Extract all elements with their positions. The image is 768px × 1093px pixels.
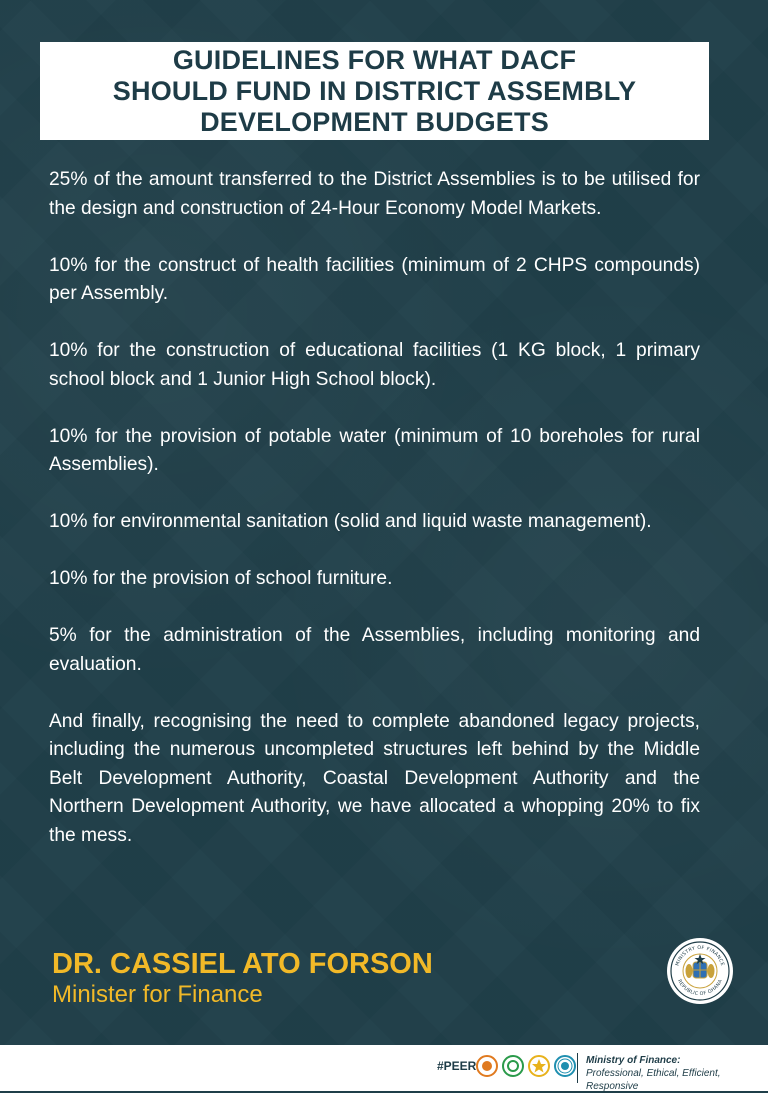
footer: [0, 1045, 768, 1091]
paragraph-model-markets: 25% of the amount transferred to the District Assemblies is to be utilised for the design and construction of 24-Hour Economy Model Markets.: [49, 169, 700, 219]
peer-hashtag: #PEER: [437, 1059, 477, 1073]
signature-role: Minister for Finance: [52, 981, 263, 1008]
footer-divider: [577, 1053, 578, 1083]
title-line-3: DEVELOPMENT BUDGETS: [200, 106, 549, 137]
paragraph-school-furniture: 10% for the provision of school furniture.: [49, 568, 393, 589]
paragraph-educational-facilities: 10% for the construction of educational facilities (1 KG block, 1 primary school block and 1 Junior High School block).: [49, 340, 700, 390]
peer-professional-icon: [476, 1055, 498, 1077]
signature: [52, 948, 433, 1010]
peer-ethical-icon: [502, 1055, 524, 1077]
peer-efficient-icon: [528, 1055, 550, 1077]
ministry-values: Professional, Ethical, Efficient, Responsive: [586, 1068, 721, 1092]
ministry-tagline: [586, 1054, 766, 1093]
paragraph-sanitation: 10% for environmental sanitation (solid and liquid waste management).: [49, 511, 652, 532]
ghana-coat-of-arms-seal-icon: [667, 938, 733, 1004]
peer-icons: [476, 1055, 576, 1077]
svg-text:MINISTRY OF FINANCE: MINISTRY OF FINANCE: [675, 945, 725, 967]
body-text: [49, 166, 700, 850]
peer-responsive-icon: [554, 1055, 576, 1077]
signature-name: DR. CASSIEL ATO FORSON: [52, 948, 433, 980]
title-box: [40, 42, 709, 140]
title-line-1: GUIDELINES FOR WHAT DACF: [172, 44, 577, 75]
svg-text:REPUBLIC OF GHANA: REPUBLIC OF GHANA: [676, 978, 724, 998]
paragraph-potable-water: 10% for the provision of potable water (minimum of 10 boreholes for rural Assemblies).: [49, 425, 700, 475]
ministry-name: Ministry of Finance:: [586, 1055, 681, 1066]
paragraph-health-facilities: 10% for the construct of health facilities (minimum of 2 CHPS compounds) per Assembly.: [49, 254, 700, 304]
paragraph-legacy-projects: And finally, recognising the need to complete abandoned legacy projects, including the numerous uncompleted structures left behind by the Middle Belt Development Authority, Coastal Development Authority and the Northern Development Authority, we have allocated a whopping 20% to fix the mess.: [49, 710, 700, 846]
title-line-2: SHOULD FUND IN DISTRICT ASSEMBLY: [112, 75, 637, 106]
paragraph-administration: 5% for the administration of the Assemblies, including monitoring and evaluation.: [49, 625, 700, 675]
